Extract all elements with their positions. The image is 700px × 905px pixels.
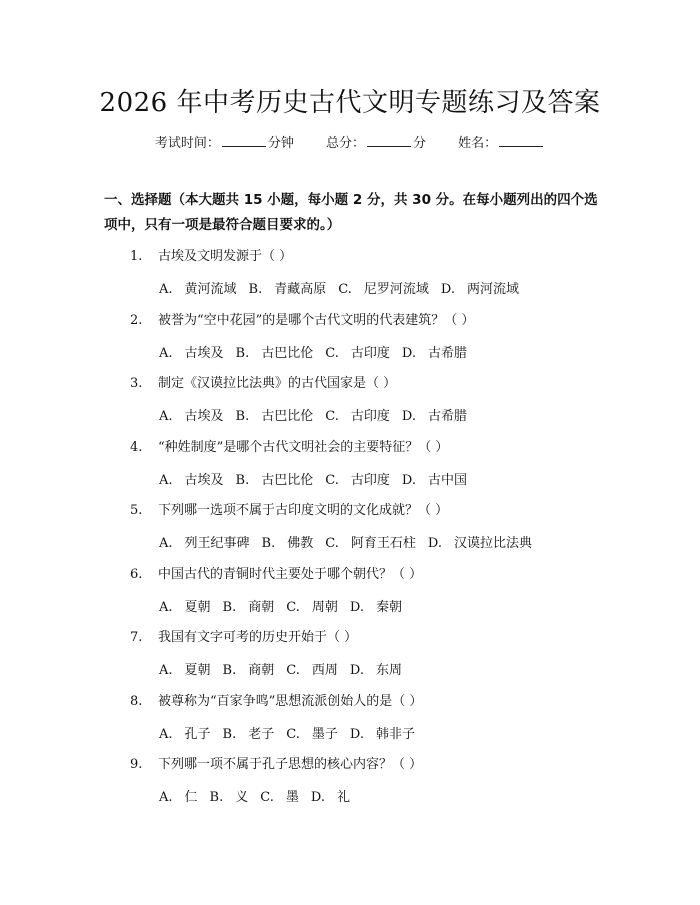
name-label: 姓名： <box>458 136 498 151</box>
question-number: 2. <box>130 312 143 328</box>
option-letter: A. <box>159 663 173 678</box>
option-text: 西周 <box>311 663 338 678</box>
option-item <box>159 659 211 678</box>
option-letter: D. <box>427 536 442 551</box>
option-text: 墨 <box>285 790 299 805</box>
question-options <box>159 532 544 551</box>
question-number: 3. <box>130 376 143 391</box>
option-item <box>159 342 224 361</box>
question-stem <box>130 245 292 264</box>
exam-time-field <box>155 132 294 151</box>
option-text: 老子 <box>248 726 275 742</box>
question-options <box>159 469 479 488</box>
question-number: 9. <box>130 757 143 772</box>
total-score-field <box>326 132 426 151</box>
option-item <box>249 278 327 297</box>
option-item <box>236 469 314 488</box>
option-letter: D. <box>401 409 416 424</box>
option-item <box>236 405 314 424</box>
option-letter: B. <box>235 472 250 488</box>
option-item <box>159 596 211 615</box>
option-text: 两河流域 <box>466 282 519 297</box>
question-text: 制定《汉谟拉比法典》的古代国家是（ ） <box>158 376 397 391</box>
option-letter: A. <box>159 282 173 297</box>
question-options <box>159 342 479 361</box>
option-text: 佛教 <box>287 536 314 551</box>
option-item <box>325 342 390 361</box>
question-text: 被誉为“空中花园”的是哪个古代文明的代表建筑？（ ） <box>158 312 475 328</box>
option-item <box>286 723 338 742</box>
option-item <box>286 659 338 678</box>
option-text: 古印度 <box>350 345 390 361</box>
option-text: 韩非子 <box>375 726 415 742</box>
option-text: 汉谟拉比法典 <box>453 536 532 551</box>
total-score-unit: 分 <box>413 136 427 151</box>
option-letter: A. <box>159 472 173 488</box>
option-text: 古埃及 <box>184 345 224 361</box>
option-text: 义 <box>235 790 249 805</box>
question-stem <box>130 626 357 645</box>
question-number: 1. <box>130 249 143 264</box>
option-letter: A. <box>159 536 173 551</box>
option-item <box>262 532 314 551</box>
option-item <box>350 596 402 615</box>
option-item <box>223 723 275 742</box>
option-letter: C. <box>260 790 274 805</box>
option-letter: B. <box>261 536 276 551</box>
option-text: 孔子 <box>184 726 211 742</box>
option-item <box>223 596 275 615</box>
option-text: 青藏高原 <box>274 282 327 297</box>
question-stem <box>130 690 422 709</box>
option-text: 秦朝 <box>375 599 402 615</box>
option-text: 阿育王石柱 <box>350 536 416 551</box>
option-letter: D. <box>401 472 416 488</box>
option-text: 古埃及 <box>184 409 224 424</box>
option-item <box>325 532 416 551</box>
question-options <box>159 278 531 297</box>
option-text: 古埃及 <box>184 472 224 488</box>
option-item <box>402 342 467 361</box>
option-letter: C. <box>286 599 300 615</box>
question-stem <box>130 499 448 518</box>
exam-meta-line <box>0 132 700 151</box>
question-text: 被尊称为“百家争鸣”思想流派创始人的是（ ） <box>158 693 423 709</box>
option-item <box>159 532 250 551</box>
question-text: 下列哪一项不属于孔子思想的核心内容？（ ） <box>158 757 423 772</box>
option-letter: D. <box>349 599 364 615</box>
option-letter: C. <box>286 726 300 742</box>
option-text: 仁 <box>184 790 198 805</box>
exam-time-unit: 分钟 <box>267 136 294 151</box>
page-title: 2026 年中考历史古代文明专题练习及答案 <box>99 88 601 118</box>
option-letter: C. <box>325 472 339 488</box>
option-item <box>223 659 275 678</box>
option-letter: D. <box>349 663 364 678</box>
option-item <box>350 723 415 742</box>
option-text: 夏朝 <box>184 663 211 678</box>
option-text: 古希腊 <box>427 409 467 424</box>
option-text: 礼 <box>336 790 350 805</box>
option-item <box>325 405 390 424</box>
name-blank <box>499 134 543 147</box>
question-number: 6. <box>130 566 143 582</box>
option-item <box>286 596 338 615</box>
total-score-blank <box>367 134 411 147</box>
option-text: 古巴比伦 <box>261 409 314 424</box>
option-letter: B. <box>248 282 263 297</box>
question-options <box>159 786 362 805</box>
question-options <box>159 405 479 424</box>
option-item <box>350 659 402 678</box>
option-text: 商朝 <box>248 599 275 615</box>
option-letter: C. <box>286 663 300 678</box>
option-text: 周朝 <box>311 599 338 615</box>
option-item <box>441 278 519 297</box>
option-text: 东周 <box>375 663 402 678</box>
question-options <box>159 596 414 615</box>
section-heading: 一、选择题（本大题共 15 小题，每小题 2 分，共 30 分。在每小题列出的四个选项中，只有一项是最符合题目要求的。） <box>104 192 598 233</box>
question-stem <box>130 563 422 582</box>
option-letter: A. <box>159 790 173 805</box>
option-item <box>402 405 467 424</box>
question-number: 4. <box>130 439 143 455</box>
question-options <box>159 659 414 678</box>
option-text: 古中国 <box>427 472 467 488</box>
option-item <box>159 723 211 742</box>
option-letter: A. <box>159 726 173 742</box>
option-letter: A. <box>159 345 173 361</box>
question-stem <box>130 309 474 328</box>
option-item <box>236 342 314 361</box>
option-item <box>260 786 299 805</box>
option-item <box>210 786 249 805</box>
option-text: 古巴比伦 <box>261 345 314 361</box>
question-number: 5. <box>130 503 143 518</box>
option-text: 商朝 <box>248 663 275 678</box>
exam-time-label: 考试时间： <box>154 136 220 151</box>
option-text: 尼罗河流域 <box>363 282 429 297</box>
option-item <box>159 786 198 805</box>
question-text: 古埃及文明发源于（ ） <box>158 249 293 264</box>
option-letter: C. <box>338 282 352 297</box>
question-stem <box>130 753 422 772</box>
question-text: 下列哪一选项不属于古印度文明的文化成就？（ ） <box>158 503 449 518</box>
exam-time-blank <box>222 134 266 147</box>
question-number: 8. <box>130 693 143 709</box>
option-letter: D. <box>440 282 455 297</box>
option-letter: C. <box>325 409 339 424</box>
option-letter: D. <box>401 345 416 361</box>
option-item <box>159 405 224 424</box>
option-letter: B. <box>235 409 250 424</box>
option-text: 黄河流域 <box>184 282 237 297</box>
question-text: 我国有文字可考的历史开始于（ ） <box>158 630 358 645</box>
question-options <box>159 723 427 742</box>
option-letter: D. <box>310 790 325 805</box>
option-letter: D. <box>349 726 364 742</box>
option-text: 墨子 <box>311 726 338 742</box>
option-text: 古印度 <box>350 409 390 424</box>
option-letter: B. <box>222 599 237 615</box>
question-stem <box>130 372 396 391</box>
name-field <box>458 132 545 151</box>
option-text: 古巴比伦 <box>261 472 314 488</box>
option-letter: B. <box>222 726 237 742</box>
option-item <box>159 469 224 488</box>
total-score-label: 总分： <box>325 136 365 151</box>
option-letter: B. <box>222 663 237 678</box>
option-item <box>428 532 532 551</box>
option-text: 夏朝 <box>184 599 211 615</box>
option-item <box>325 469 390 488</box>
option-item <box>311 786 350 805</box>
option-text: 古印度 <box>350 472 390 488</box>
option-text: 列王纪事碑 <box>184 536 250 551</box>
question-text: 中国古代的青铜时代主要处于哪个朝代？（ ） <box>158 566 423 582</box>
question-number: 7. <box>130 630 143 645</box>
question-stem <box>130 436 448 455</box>
option-letter: A. <box>159 409 173 424</box>
option-item <box>402 469 467 488</box>
option-text: 古希腊 <box>427 345 467 361</box>
option-item <box>338 278 429 297</box>
option-letter: B. <box>209 790 224 805</box>
option-letter: C. <box>325 345 339 361</box>
option-letter: A. <box>159 599 173 615</box>
option-item <box>159 278 237 297</box>
option-letter: C. <box>325 536 339 551</box>
question-text: “种姓制度”是哪个古代文明社会的主要特征？（ ） <box>158 439 449 455</box>
option-letter: B. <box>235 345 250 361</box>
